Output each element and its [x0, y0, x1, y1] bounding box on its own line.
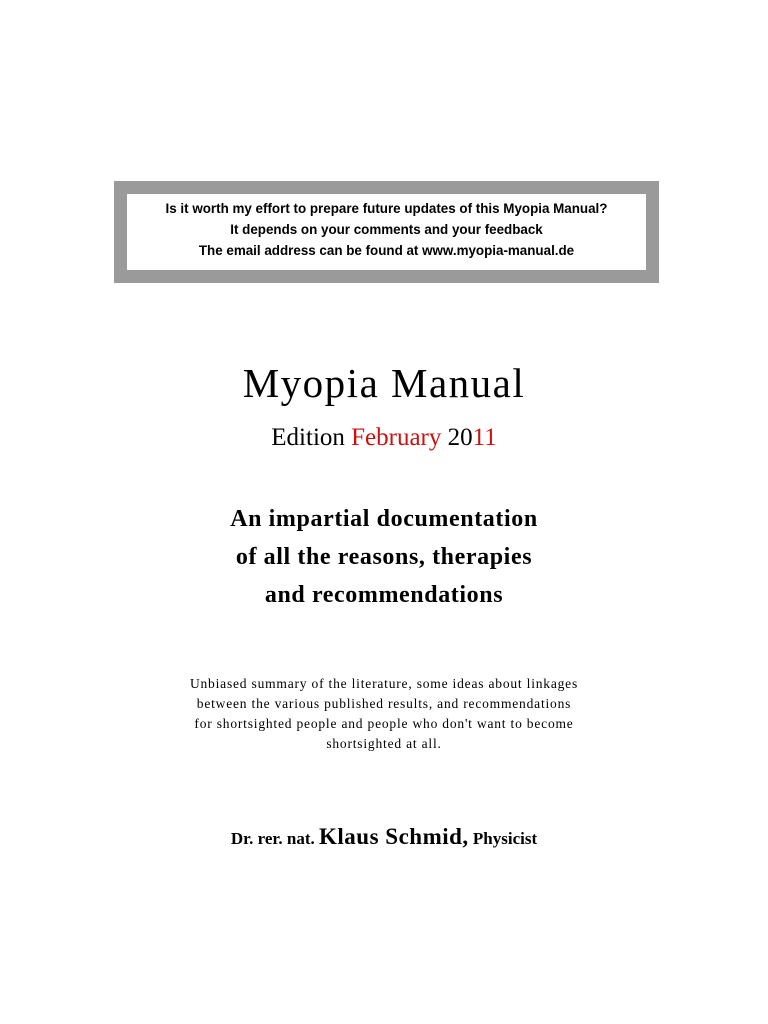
summary-line-2: between the various published results, and recommendations	[196, 696, 572, 711]
edition-year-start: 20	[441, 424, 473, 451]
edition-line	[0, 420, 768, 456]
summary-line-1: Unbiased summary of the literature, some ideas about linkages	[189, 676, 579, 691]
document-subtitle	[0, 500, 768, 614]
notice-line-3: The email address can be found at www.myopia-manual.de	[198, 243, 575, 258]
subtitle-line-1: An impartial documentation	[230, 506, 538, 532]
notice-line-2: It depends on your comments and your feedback	[230, 222, 543, 237]
summary-line-4: shortsighted at all.	[326, 736, 442, 751]
edition-prefix: Edition	[271, 424, 352, 451]
edition-year-end: 11	[472, 424, 497, 451]
edition-month: February	[351, 424, 442, 451]
author-role: Physicist	[468, 829, 538, 848]
notice-line-1: Is it worth my effort to prepare future updates of this Myopia Manual?	[165, 201, 608, 216]
subtitle-line-2: of all the reasons, therapies	[235, 544, 533, 570]
summary-line-3: for shortsighted people and people who don't want to become	[194, 716, 574, 731]
author-line	[0, 824, 768, 850]
feedback-notice-content	[127, 194, 646, 270]
author-name: Klaus Schmid,	[319, 824, 469, 849]
subtitle-line-3: and recommendations	[264, 582, 504, 608]
feedback-notice-box	[114, 181, 659, 283]
summary-paragraph	[0, 674, 768, 754]
document-title: Myopia Manual	[242, 360, 526, 406]
author-title: Dr. rer. nat.	[230, 829, 319, 848]
